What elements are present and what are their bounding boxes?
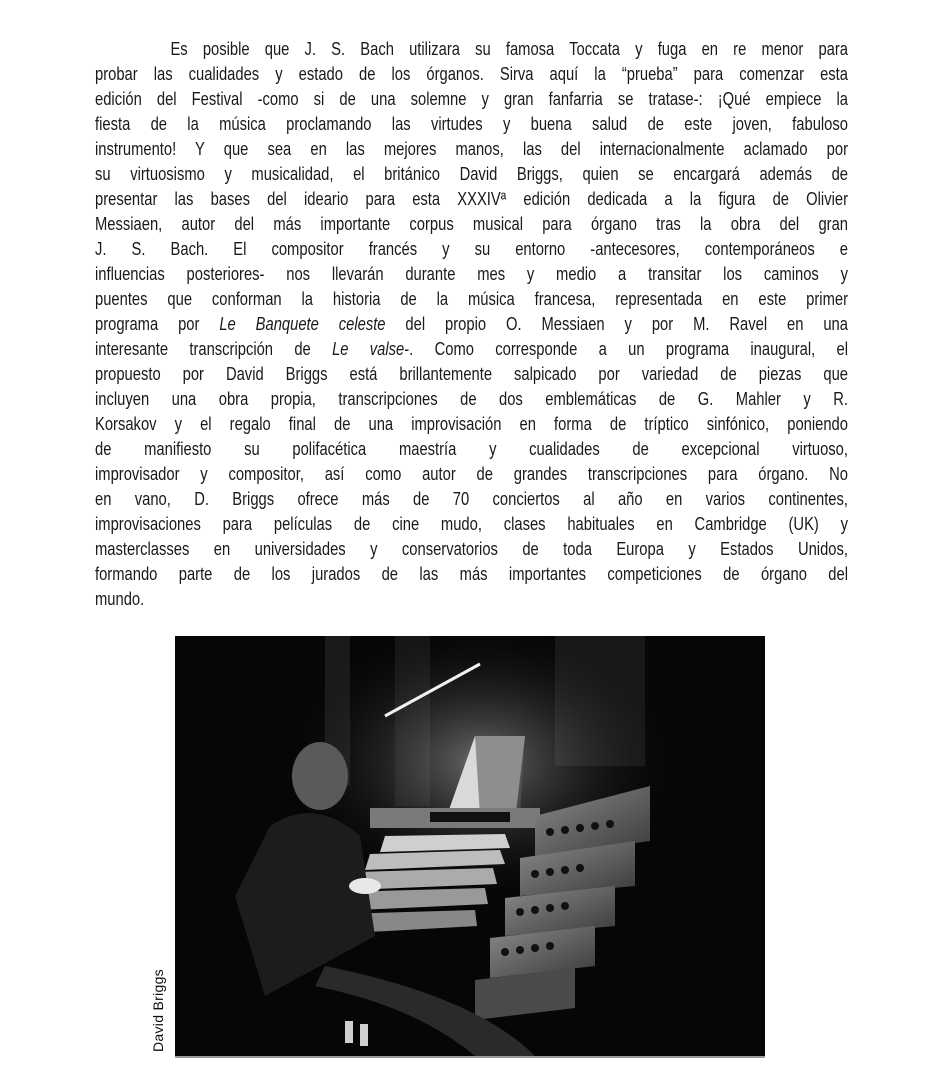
text-run: improvisador y compositor, así como autor de grandes transcripciones para órgano. No bbox=[95, 464, 848, 484]
paragraph-line bbox=[95, 562, 848, 587]
text-run: Messiaen, autor del más importante corpus musical para órgano tras la obra del gran bbox=[95, 214, 848, 234]
paragraph-line bbox=[95, 537, 848, 562]
text-run: del propio O. Messiaen y por M. Ravel en una bbox=[385, 314, 848, 334]
paragraph-line bbox=[95, 162, 848, 187]
text-run: programa por bbox=[95, 314, 220, 334]
paragraph-line bbox=[95, 337, 848, 362]
paragraph-line bbox=[95, 212, 848, 237]
paragraph-line bbox=[95, 387, 848, 412]
paragraph-line bbox=[95, 587, 848, 612]
paragraph-line bbox=[95, 187, 848, 212]
text-run: propuesto por David Briggs está brillantemente salpicado por variedad de piezas que bbox=[95, 364, 848, 384]
paragraph-line bbox=[95, 462, 848, 487]
paragraph-line bbox=[95, 262, 848, 287]
text-run: Es posible que J. S. Bach utilizara su famosa Toccata y fuga en re menor para bbox=[170, 39, 848, 59]
paragraph-line bbox=[95, 412, 848, 437]
text-run: presentar las bases del ideario para esta XXXIVª edición dedicada a la figura de Olivier bbox=[95, 189, 848, 209]
paragraph-line bbox=[95, 137, 848, 162]
text-run: en vano, D. Briggs ofrece más de 70 conciertos al año en varios continentes, bbox=[95, 489, 848, 509]
paragraph-line bbox=[95, 287, 848, 312]
paragraph-line bbox=[95, 512, 848, 537]
text-run: Korsakov y el regalo final de una improvisación en forma de tríptico sinfónico, poniendo bbox=[95, 414, 848, 434]
text-run: puentes que conforman la historia de la música francesa, representada en este primer bbox=[95, 289, 848, 309]
organ-console-image bbox=[175, 636, 765, 1056]
italic-title: Le valse bbox=[332, 339, 405, 359]
text-run: incluyen una obra propia, transcripciones de dos emblemáticas de G. Mahler y R. bbox=[95, 389, 848, 409]
text-run: edición del Festival -como si de una solemne y gran fanfarria se tratase-: ¡Qué empiece la bbox=[95, 89, 848, 109]
text-run: masterclasses en universidades y conservatorios de toda Europa y Estados Unidos, bbox=[95, 539, 848, 559]
paragraph-line bbox=[95, 62, 848, 87]
text-run: influencias posteriores- nos llevarán durante mes y medio a transitar los caminos y bbox=[95, 264, 848, 284]
paragraph-line bbox=[95, 237, 848, 262]
paragraph-line bbox=[95, 437, 848, 462]
italic-title: Le Banquete celeste bbox=[219, 314, 386, 334]
text-run: mundo. bbox=[95, 589, 145, 609]
text-run: J. S. Bach. El compositor francés y su entorno -antecesores, contemporáneos e bbox=[95, 239, 848, 259]
paragraph-line bbox=[95, 37, 848, 62]
text-run: -. Como corresponde a un programa inaugural, el bbox=[404, 339, 849, 359]
text-run: de manifiesto su polifacética maestría y cualidades de excepcional virtuoso, bbox=[95, 439, 848, 459]
paragraph-line bbox=[95, 312, 848, 337]
text-run: su virtuosismo y musicalidad, el británico David Briggs, quien se encargará además de bbox=[95, 164, 848, 184]
text-run: probar las cualidades y estado de los órganos. Sirva aquí la “prueba” para comenzar esta bbox=[95, 64, 848, 84]
paragraph-line bbox=[95, 487, 848, 512]
organist-photo bbox=[175, 636, 765, 1058]
paragraph-line bbox=[95, 362, 848, 387]
text-run: improvisaciones para películas de cine mudo, clases habituales en Cambridge (UK) y bbox=[95, 514, 848, 534]
photo-credit-caption: David Briggs bbox=[150, 969, 166, 1052]
text-run: formando parte de los jurados de las más importantes competiciones de órgano del bbox=[95, 564, 848, 584]
text-run: fiesta de la música proclamando las virtudes y buena salud de este joven, fabuloso bbox=[95, 114, 848, 134]
text-run: interesante transcripción de bbox=[95, 339, 333, 359]
paragraph-line bbox=[95, 87, 848, 112]
article-paragraph bbox=[95, 37, 848, 612]
text-run: instrumento! Y que sea en las mejores manos, las del internacionalmente aclamado por bbox=[95, 139, 848, 159]
paragraph-line bbox=[95, 112, 848, 137]
